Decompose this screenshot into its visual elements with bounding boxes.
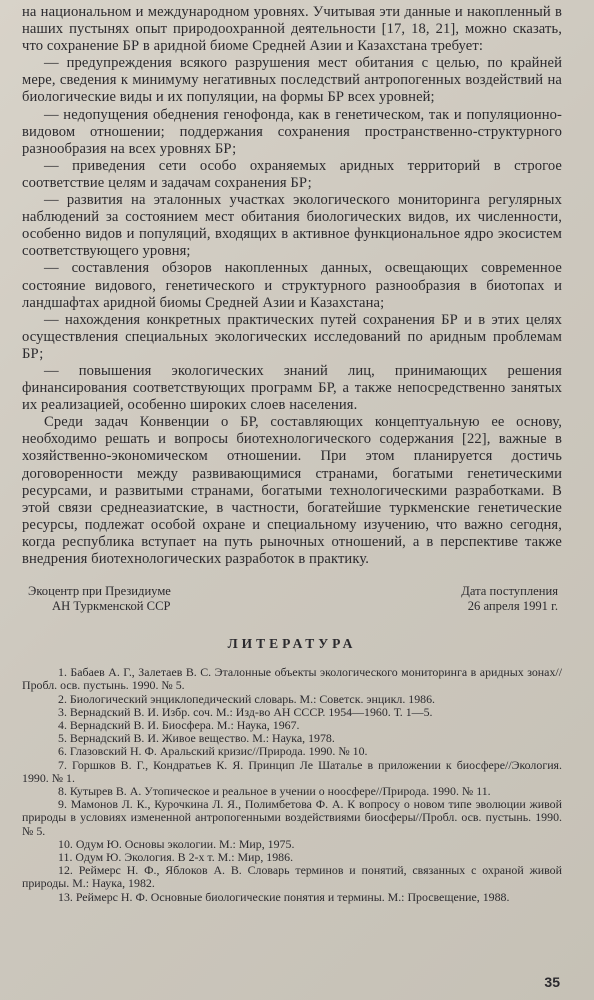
affiliation-line: Экоцентр при Президиуме [28,584,171,599]
affiliation [22,584,171,614]
signature-block [22,584,562,614]
reference-item: 2. Биологический энциклопедический словарь. М.: Советск. энцикл. 1986. [58,691,436,706]
reference-item: 3. Вернадский В. И. Избр. соч. М.: Изд-во АН СССР. 1954—1960. Т. 1—5. [58,704,433,719]
reference-item: 5. Вернадский В. И. Живое вещество. М.: Наука, 1978. [58,731,335,746]
literature-heading: ЛИТЕРАТУРА [227,636,357,652]
body-text [22,4,562,568]
reference-list [22,666,562,904]
reference-item: 9. Мамонов Л. К., Курочкина Л. Я., Полимбетова Ф. А. К вопросу о новом типе эволюции живой природы в условиях измененной антропогенными воздействиями биосферы//Пробл. осв. пустынь. 1990. № 5. [22,797,562,838]
page-number: 35 [544,974,560,990]
paragraph: Среди задач Конвенции о БР, составляющих концептуальную ее основу, необходимо решать и вопросы биотехнологического содержания [22], важные в хозяйственно-экономическом отношении. При этом планируется достичь договоренности между развивающимися странами, богатыми генетическими ресурсами, и развитыми странами, богатыми технологическими разработками. В этой связи среднеазиатские, в частности, богатейшие туркменские генетические ресурсы, подлежат особой охране и специальному изучению, что важно сегодня, когда республика вступает на путь рыночных отношений, а в перспективе также внедрения биотехнологических разработок в практику. [22,414,562,567]
list-item: — приведения сети особо охраняемых аридных территорий в строгое соответствие целям и задачам сохранения БР; [22,157,562,191]
reference-item: 1. Бабаев А. Г., Залетаев В. С. Эталонные объекты экологического мониторинга в аридных зонах//Пробл. осв. пустынь. 1990. № 5. [22,665,562,693]
reference-item: 10. Одум Ю. Основы экологии. М.: Мир, 1975. [58,836,295,851]
list-item: — составления обзоров накопленных данных, освещающих современное состояние видового, генетического и структурного разнообразия в биотопах и ландшафтах аридной биомы Средней Азии и Казахстана; [22,260,562,311]
reference-item: 7. Горшков В. Г., Кондратьев К. Я. Принцип Ле Шаталье в приложении к биосфере//Экология. 1990. № 1. [22,757,562,785]
list-item: — повышения экологических знаний лиц, принимающих решения финансирования соответствующих программ БР, а также непосредственно занятых их реализацией, особенно широких слоев населения. [22,362,562,414]
document-page [22,4,562,996]
list-item: — предупреждения всякого разрушения мест обитания с целью, по крайней мере, сведения к минимуму негативных последствий антропогенных воздействий на биологические виды и их популяции, на формы БР всех уровней; [22,55,562,106]
affiliation-line: АН Туркменской ССР [52,599,171,614]
reference-item: 12. Реймерс Н. Ф., Яблоков А. В. Словарь терминов и понятий, связанных с охраной живой природы. М.: Наука, 1982. [22,863,562,891]
list-item: — развития на эталонных участках экологического мониторинга регулярных наблюдений за состоянием мест обитания биологических видов, их численности, особенно видов и популяций, входящих в активное функциональное ядро экосистем соответствующего уровня; [22,192,562,260]
reference-item: 8. Кутырев В. А. Утопическое и реальное в учении о ноосфере//Природа. 1990. № 11. [58,783,491,798]
reference-item: 13. Реймерс Н. Ф. Основные биологические понятия и термины. М.: Просвещение, 1988. [58,889,510,904]
list-item: — недопущения обеднения генофонда, как в генетическом, так и популяционно-видовом отношении; поддержания сохранения пространственно-структурного разнообразия на всех уровнях БР; [22,106,562,157]
reference-item: 4. Вернадский В. И. Биосфера. М.: Наука, 1967. [58,717,300,732]
reference-item: 6. Глазовский Н. Ф. Аральский кризис//Природа. 1990. № 10. [58,744,368,759]
paragraph: на национальном и международном уровнях. Учитывая эти данные и накопленный в наших пустынях опыт природоохранной деятельности [17, 18, 21], можно сказать, что сохранение БР в аридной биоме Средней Азии и Казахстана требует: [22,4,562,55]
received-value: 26 апреля 1991 г. [467,599,558,614]
list-item: — нахождения конкретных практических путей сохранения БР и в этих целях осуществления специальных экологических исследований по аридным проблемам БР; [22,311,562,362]
reference-item: 11. Одум Ю. Экология. В 2-х т. М.: Мир, 1986. [58,849,294,864]
received-label: Дата поступления [461,584,558,599]
received-date [461,584,562,614]
